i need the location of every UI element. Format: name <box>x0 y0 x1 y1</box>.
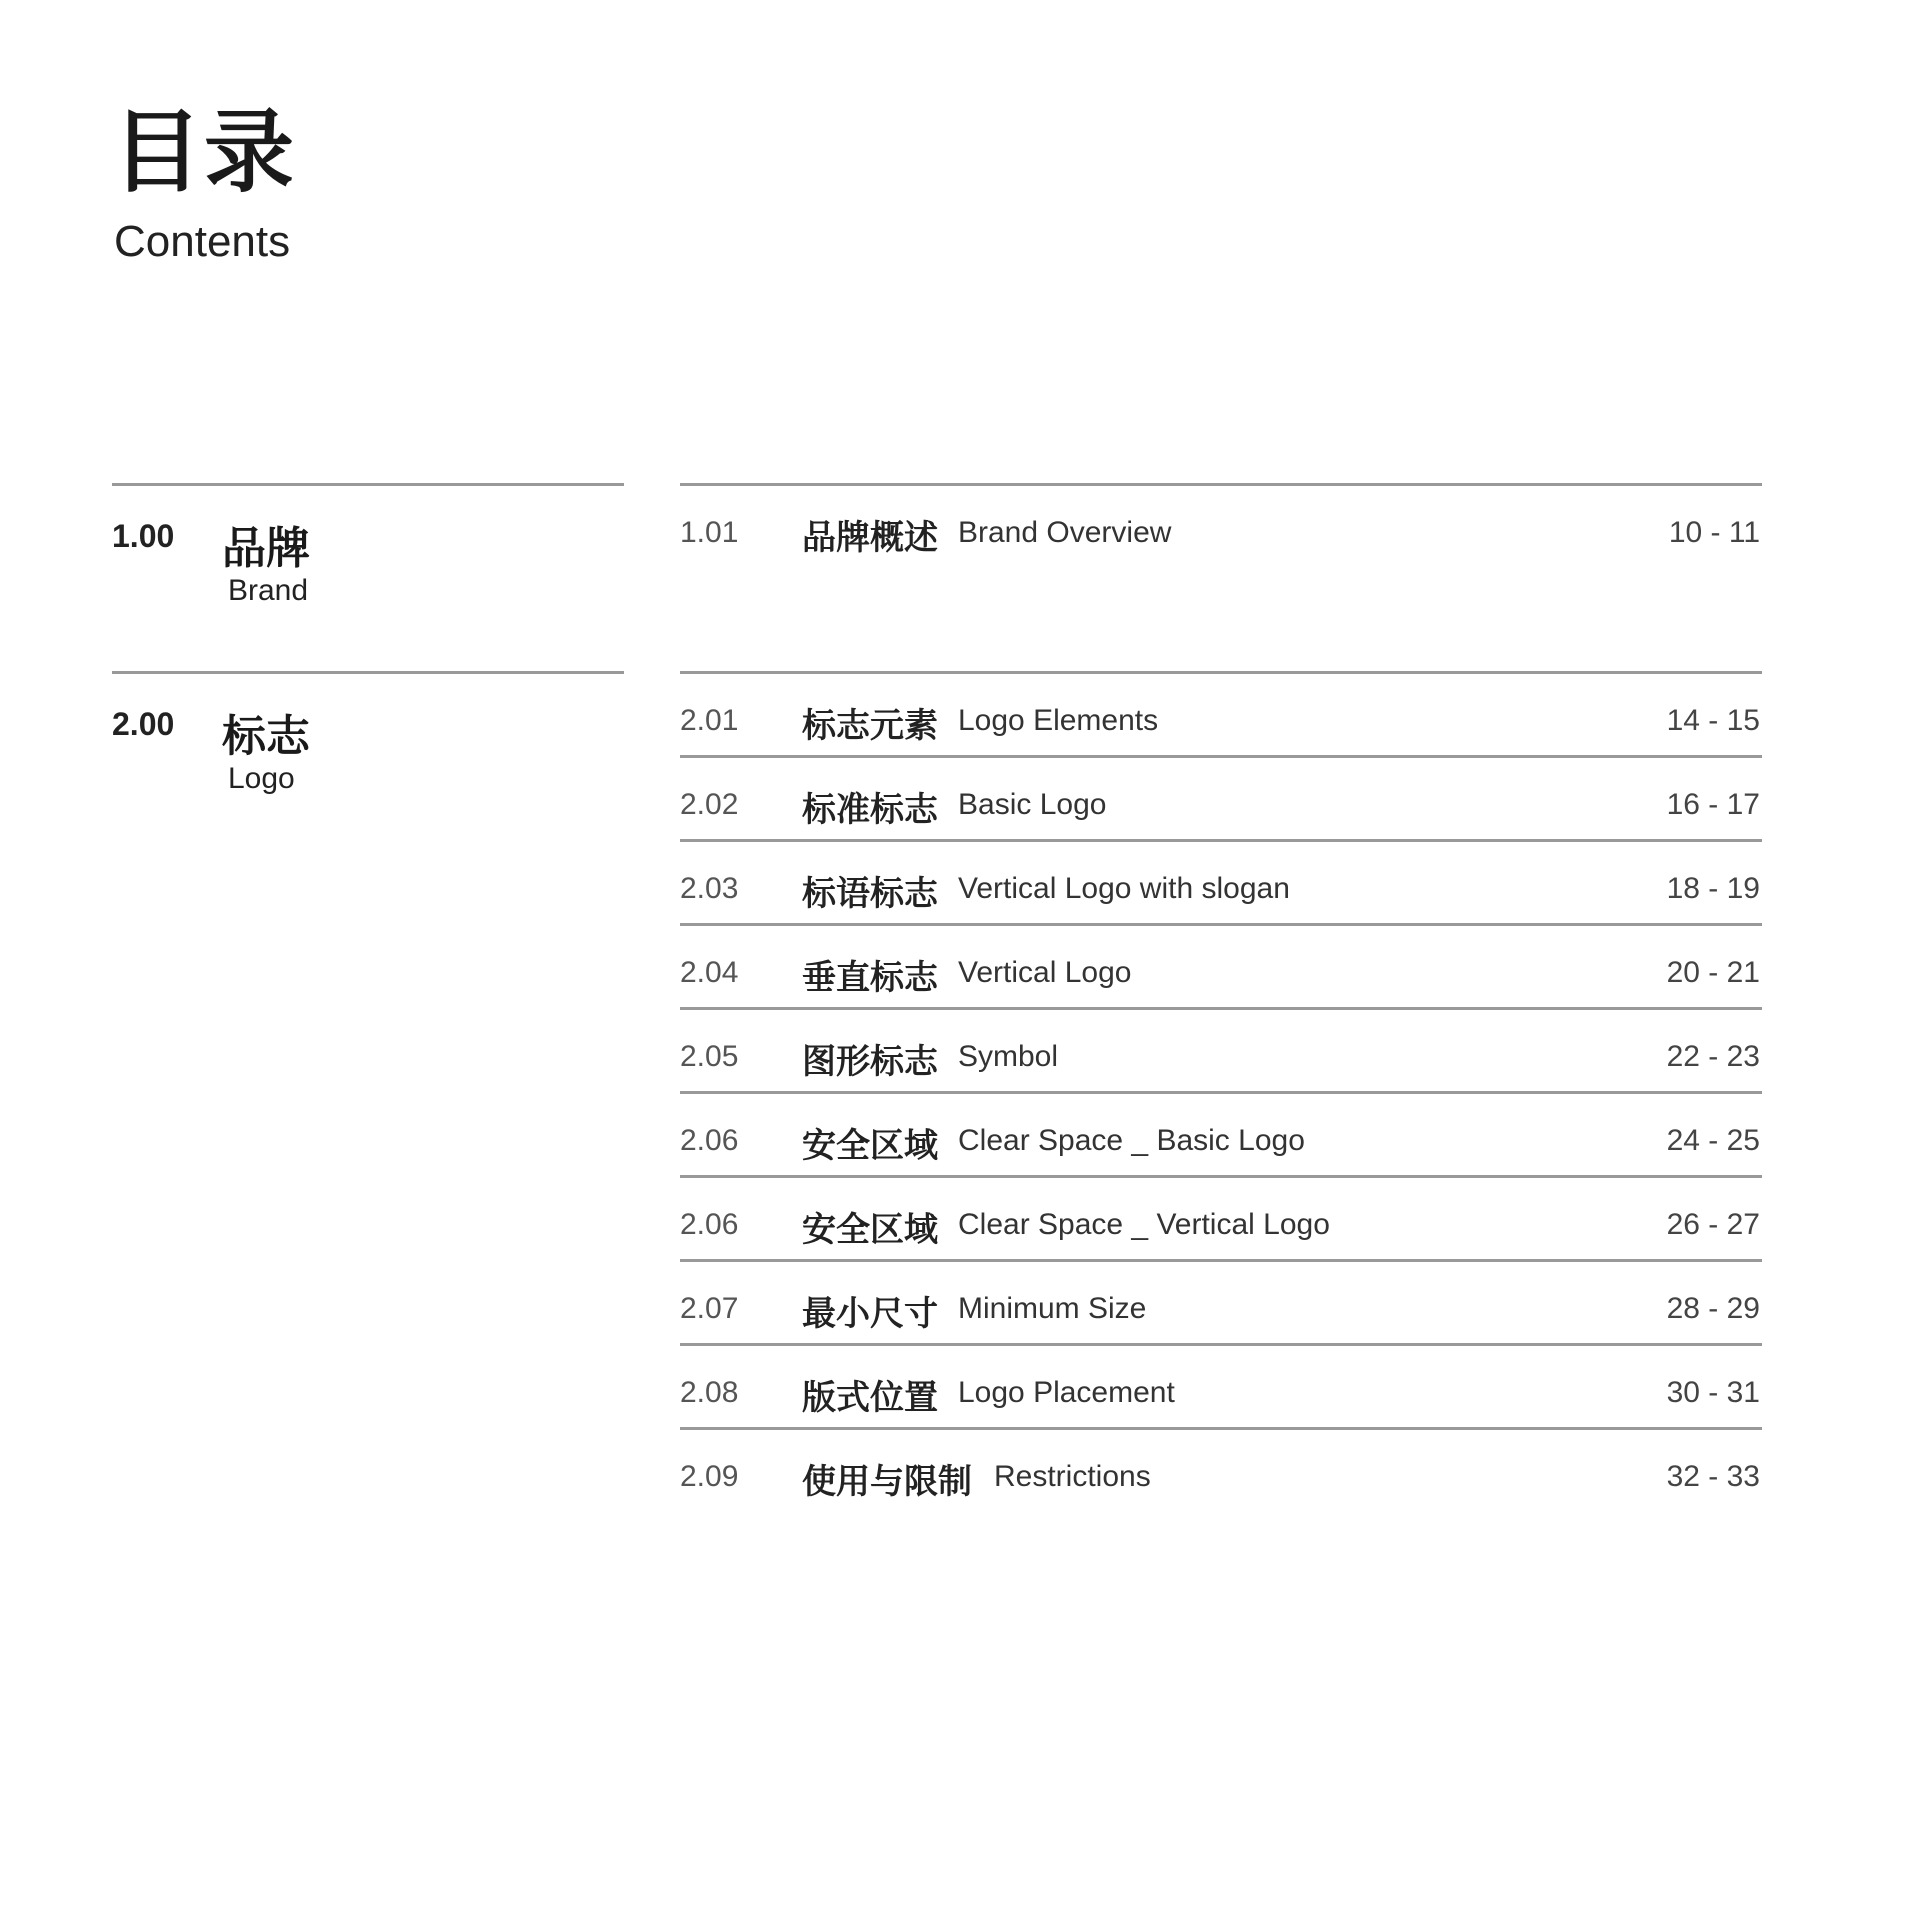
entry-number: 2.09 <box>680 1460 739 1493</box>
entry-number: 2.03 <box>680 872 739 905</box>
entry-pages: 20 - 21 <box>1666 956 1760 989</box>
section-brand <box>112 483 624 646</box>
page-subtitle: Contents <box>114 217 291 266</box>
entry-title-zh: 标志元素 <box>802 706 938 746</box>
toc-entry[interactable] <box>680 1343 1762 1427</box>
entry-pages: 22 - 23 <box>1666 1040 1760 1073</box>
toc-entry[interactable] <box>680 1259 1762 1343</box>
entry-pages: 16 - 17 <box>1666 788 1760 821</box>
entry-title-en: Minimum Size <box>958 1292 1147 1325</box>
page-title: 目录 <box>112 100 296 205</box>
entry-pages: 28 - 29 <box>1666 1292 1760 1325</box>
section-number: 1.00 <box>112 518 175 554</box>
entry-title-en: Vertical Logo with slogan <box>958 872 1290 905</box>
toc-list-logo <box>680 671 1762 1511</box>
entry-number: 1.01 <box>680 516 739 549</box>
entry-title-zh: 标语标志 <box>802 874 938 914</box>
toc-entry[interactable] <box>680 923 1762 1007</box>
entry-title-zh: 最小尺寸 <box>802 1294 938 1334</box>
entry-title-en: Symbol <box>958 1040 1059 1073</box>
entry-title-zh: 版式位置 <box>802 1378 938 1418</box>
entry-title-zh: 品牌概述 <box>802 518 938 558</box>
toc-list-brand <box>680 483 1762 672</box>
entry-pages: 26 - 27 <box>1666 1208 1760 1241</box>
toc-entry[interactable] <box>680 671 1762 755</box>
entry-number: 2.04 <box>680 956 739 989</box>
section-title-en: Brand <box>228 574 309 607</box>
toc-entry[interactable] <box>680 1007 1762 1091</box>
entry-pages: 14 - 15 <box>1666 704 1760 737</box>
toc-entry[interactable] <box>680 1175 1762 1259</box>
entry-title-zh: 安全区域 <box>802 1210 938 1250</box>
toc-entry[interactable] <box>680 483 1762 672</box>
entry-number: 2.05 <box>680 1040 739 1073</box>
entry-number: 2.06 <box>680 1208 739 1241</box>
entry-title-en: Clear Space _ Basic Logo <box>958 1124 1305 1157</box>
entry-title-en: Brand Overview <box>958 516 1172 549</box>
entry-title-zh: 标准标志 <box>802 790 938 830</box>
entry-pages: 30 - 31 <box>1666 1376 1760 1409</box>
entry-title-zh: 垂直标志 <box>802 958 938 998</box>
entry-number: 2.02 <box>680 788 739 821</box>
entry-number: 2.07 <box>680 1292 739 1325</box>
section-number: 2.00 <box>112 706 175 742</box>
entry-title-zh: 图形标志 <box>802 1042 938 1082</box>
entry-number: 2.08 <box>680 1376 739 1409</box>
entry-number: 2.06 <box>680 1124 739 1157</box>
entry-title-en: Vertical Logo <box>958 956 1132 989</box>
entry-title-en: Logo Elements <box>958 704 1159 737</box>
entry-pages: 24 - 25 <box>1666 1124 1760 1157</box>
toc-entry[interactable] <box>680 755 1762 839</box>
entry-title-zh: 安全区域 <box>802 1126 938 1166</box>
entry-title-en: Clear Space _ Vertical Logo <box>958 1208 1330 1241</box>
entry-pages: 18 - 19 <box>1666 872 1760 905</box>
entry-pages: 10 - 11 <box>1668 516 1760 549</box>
toc-entry[interactable] <box>680 1091 1762 1175</box>
entry-number: 2.01 <box>680 704 739 737</box>
entry-title-en: Basic Logo <box>958 788 1107 821</box>
toc-entry[interactable] <box>680 1427 1762 1511</box>
entry-pages: 32 - 33 <box>1666 1460 1760 1493</box>
section-title-zh: 品牌 <box>222 523 310 574</box>
section-title-zh: 标志 <box>222 711 310 762</box>
toc-entry[interactable] <box>680 839 1762 923</box>
entry-title-en: Restrictions <box>994 1460 1151 1493</box>
entry-title-en: Logo Placement <box>958 1376 1175 1409</box>
section-title-en: Logo <box>228 762 295 795</box>
section-logo <box>112 671 624 834</box>
entry-title-zh: 使用与限制 <box>802 1462 972 1502</box>
